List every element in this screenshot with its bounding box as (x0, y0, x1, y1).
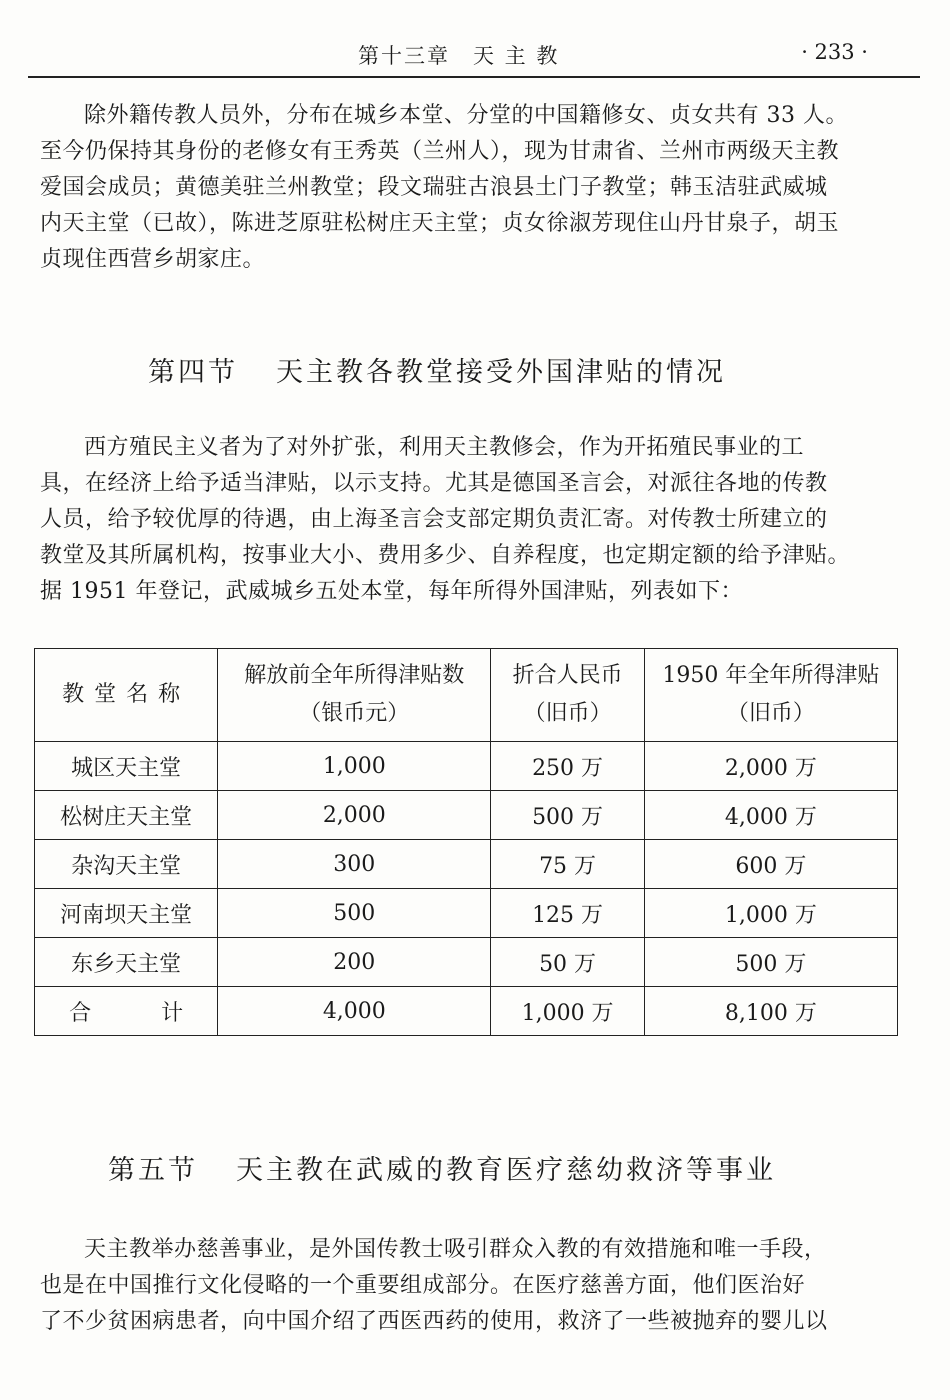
paragraph-line: 具，在经济上给予适当津贴，以示支持。尤其是德国圣言会，对派往各地的传教 (40, 471, 828, 496)
table-total-row (35, 987, 898, 1036)
cell-church-name: 松树庄天主堂 (35, 791, 218, 840)
paragraph-line: 教堂及其所属机构，按事业大小、费用多少、自养程度，也定期定额的给予津贴。 (40, 543, 851, 568)
cell-total-pre: 4,000 (218, 987, 491, 1036)
paragraph-line: 天主教举办慈善事业，是外国传教士吸引群众入教的有效措施和唯一手段， (84, 1237, 827, 1262)
chapter-title: 第十三章 天 主 教 (358, 44, 560, 68)
table-row (35, 938, 898, 987)
paragraph-line: 至今仍保持其身份的老修女有王秀英（兰州人），现为甘肃省、兰州市两级天主教 (40, 139, 840, 164)
table-header-row (35, 649, 898, 742)
cell-total-label (35, 987, 218, 1036)
header-label: 1950 年全年所得津贴 (662, 663, 880, 688)
subsidy-table (34, 648, 898, 1036)
running-header (28, 38, 918, 70)
table-row (35, 742, 898, 791)
total-label-b: 计 (161, 1000, 184, 1026)
page-number: · 233 · (801, 40, 868, 64)
paragraph-line: 人员，给予较优厚的待遇，由上海圣言会支部定期负责汇寄。对传教士所建立的 (40, 507, 828, 532)
paragraph-line: 也是在中国推行文化侵略的一个重要组成部分。在医疗慈善方面，他们医治好 (40, 1273, 806, 1298)
cell-rmb: 125 万 (491, 889, 644, 938)
section-title: 天主教各教堂接受外国津贴的情况 (276, 357, 726, 388)
cell-church-name: 杂沟天主堂 (35, 840, 218, 889)
cell-rmb: 500 万 (491, 791, 644, 840)
header-pre-liberation (218, 649, 491, 742)
cell-1950: 500 万 (644, 938, 897, 987)
header-church-name (35, 649, 218, 742)
cell-church-name: 河南坝天主堂 (35, 889, 218, 938)
cell-church-name: 东乡天主堂 (35, 938, 218, 987)
cell-pre: 300 (218, 840, 491, 889)
cell-rmb: 50 万 (491, 938, 644, 987)
section-4-heading (148, 350, 726, 389)
table-row (35, 791, 898, 840)
cell-pre: 2,000 (218, 791, 491, 840)
cell-rmb: 75 万 (491, 840, 644, 889)
cell-1950: 4,000 万 (644, 791, 897, 840)
cell-rmb: 250 万 (491, 742, 644, 791)
header-label: 教堂名称 (62, 682, 191, 707)
header-label: 解放前全年所得津贴数 (244, 663, 465, 688)
paragraph-line: 贞现住西营乡胡家庄。 (40, 247, 266, 272)
cell-1950: 2,000 万 (644, 742, 897, 791)
header-unit: （旧币） (523, 701, 612, 726)
table-row (35, 840, 898, 889)
paragraph-line: 除外籍传教人员外，分布在城乡本堂、分堂的中国籍修女、贞女共有 33 人。 (84, 103, 848, 128)
header-label: 折合人民币 (512, 663, 623, 688)
header-unit: （银币元） (299, 701, 410, 726)
header-rule (28, 76, 920, 78)
header-rmb (491, 649, 644, 742)
cell-1950: 1,000 万 (644, 889, 897, 938)
cell-1950: 600 万 (644, 840, 897, 889)
cell-church-name: 城区天主堂 (35, 742, 218, 791)
cell-pre: 1,000 (218, 742, 491, 791)
cell-total-rmb: 1,000 万 (491, 987, 644, 1036)
total-label-a: 合 (69, 1000, 92, 1026)
paragraph-subsidy (40, 430, 920, 610)
section-5-heading (108, 1148, 776, 1187)
paragraph-line: 了不少贫困病患者，向中国介绍了西医西药的使用，救济了一些被抛弃的婴儿以 (40, 1309, 828, 1334)
cell-pre: 200 (218, 938, 491, 987)
paragraph-line: 爱国会成员；黄德美驻兰州教堂；段文瑞驻古浪县土门子教堂；韩玉洁驻武威城 (40, 175, 828, 200)
cell-total-1950: 8,100 万 (644, 987, 897, 1036)
paragraph-line: 西方殖民主义者为了对外扩张，利用天主教修会，作为开拓殖民事业的工 (84, 435, 805, 460)
header-unit: （旧币） (726, 701, 815, 726)
paragraph-charity (40, 1232, 920, 1340)
paragraph-line: 内天主堂（已故），陈进芝原驻松树庄天主堂；贞女徐淑芳现住山丹甘泉子，胡玉 (40, 211, 840, 236)
cell-pre: 500 (218, 889, 491, 938)
section-title: 天主教在武威的教育医疗慈幼救济等事业 (236, 1155, 776, 1186)
table-row (35, 889, 898, 938)
paragraph-line: 据 1951 年登记，武威城乡五处本堂，每年所得外国津贴，列表如下： (40, 579, 743, 604)
section-number: 第五节 (108, 1155, 198, 1186)
paragraph-nuns (40, 98, 920, 278)
header-1950 (644, 649, 897, 742)
section-number: 第四节 (148, 357, 238, 388)
